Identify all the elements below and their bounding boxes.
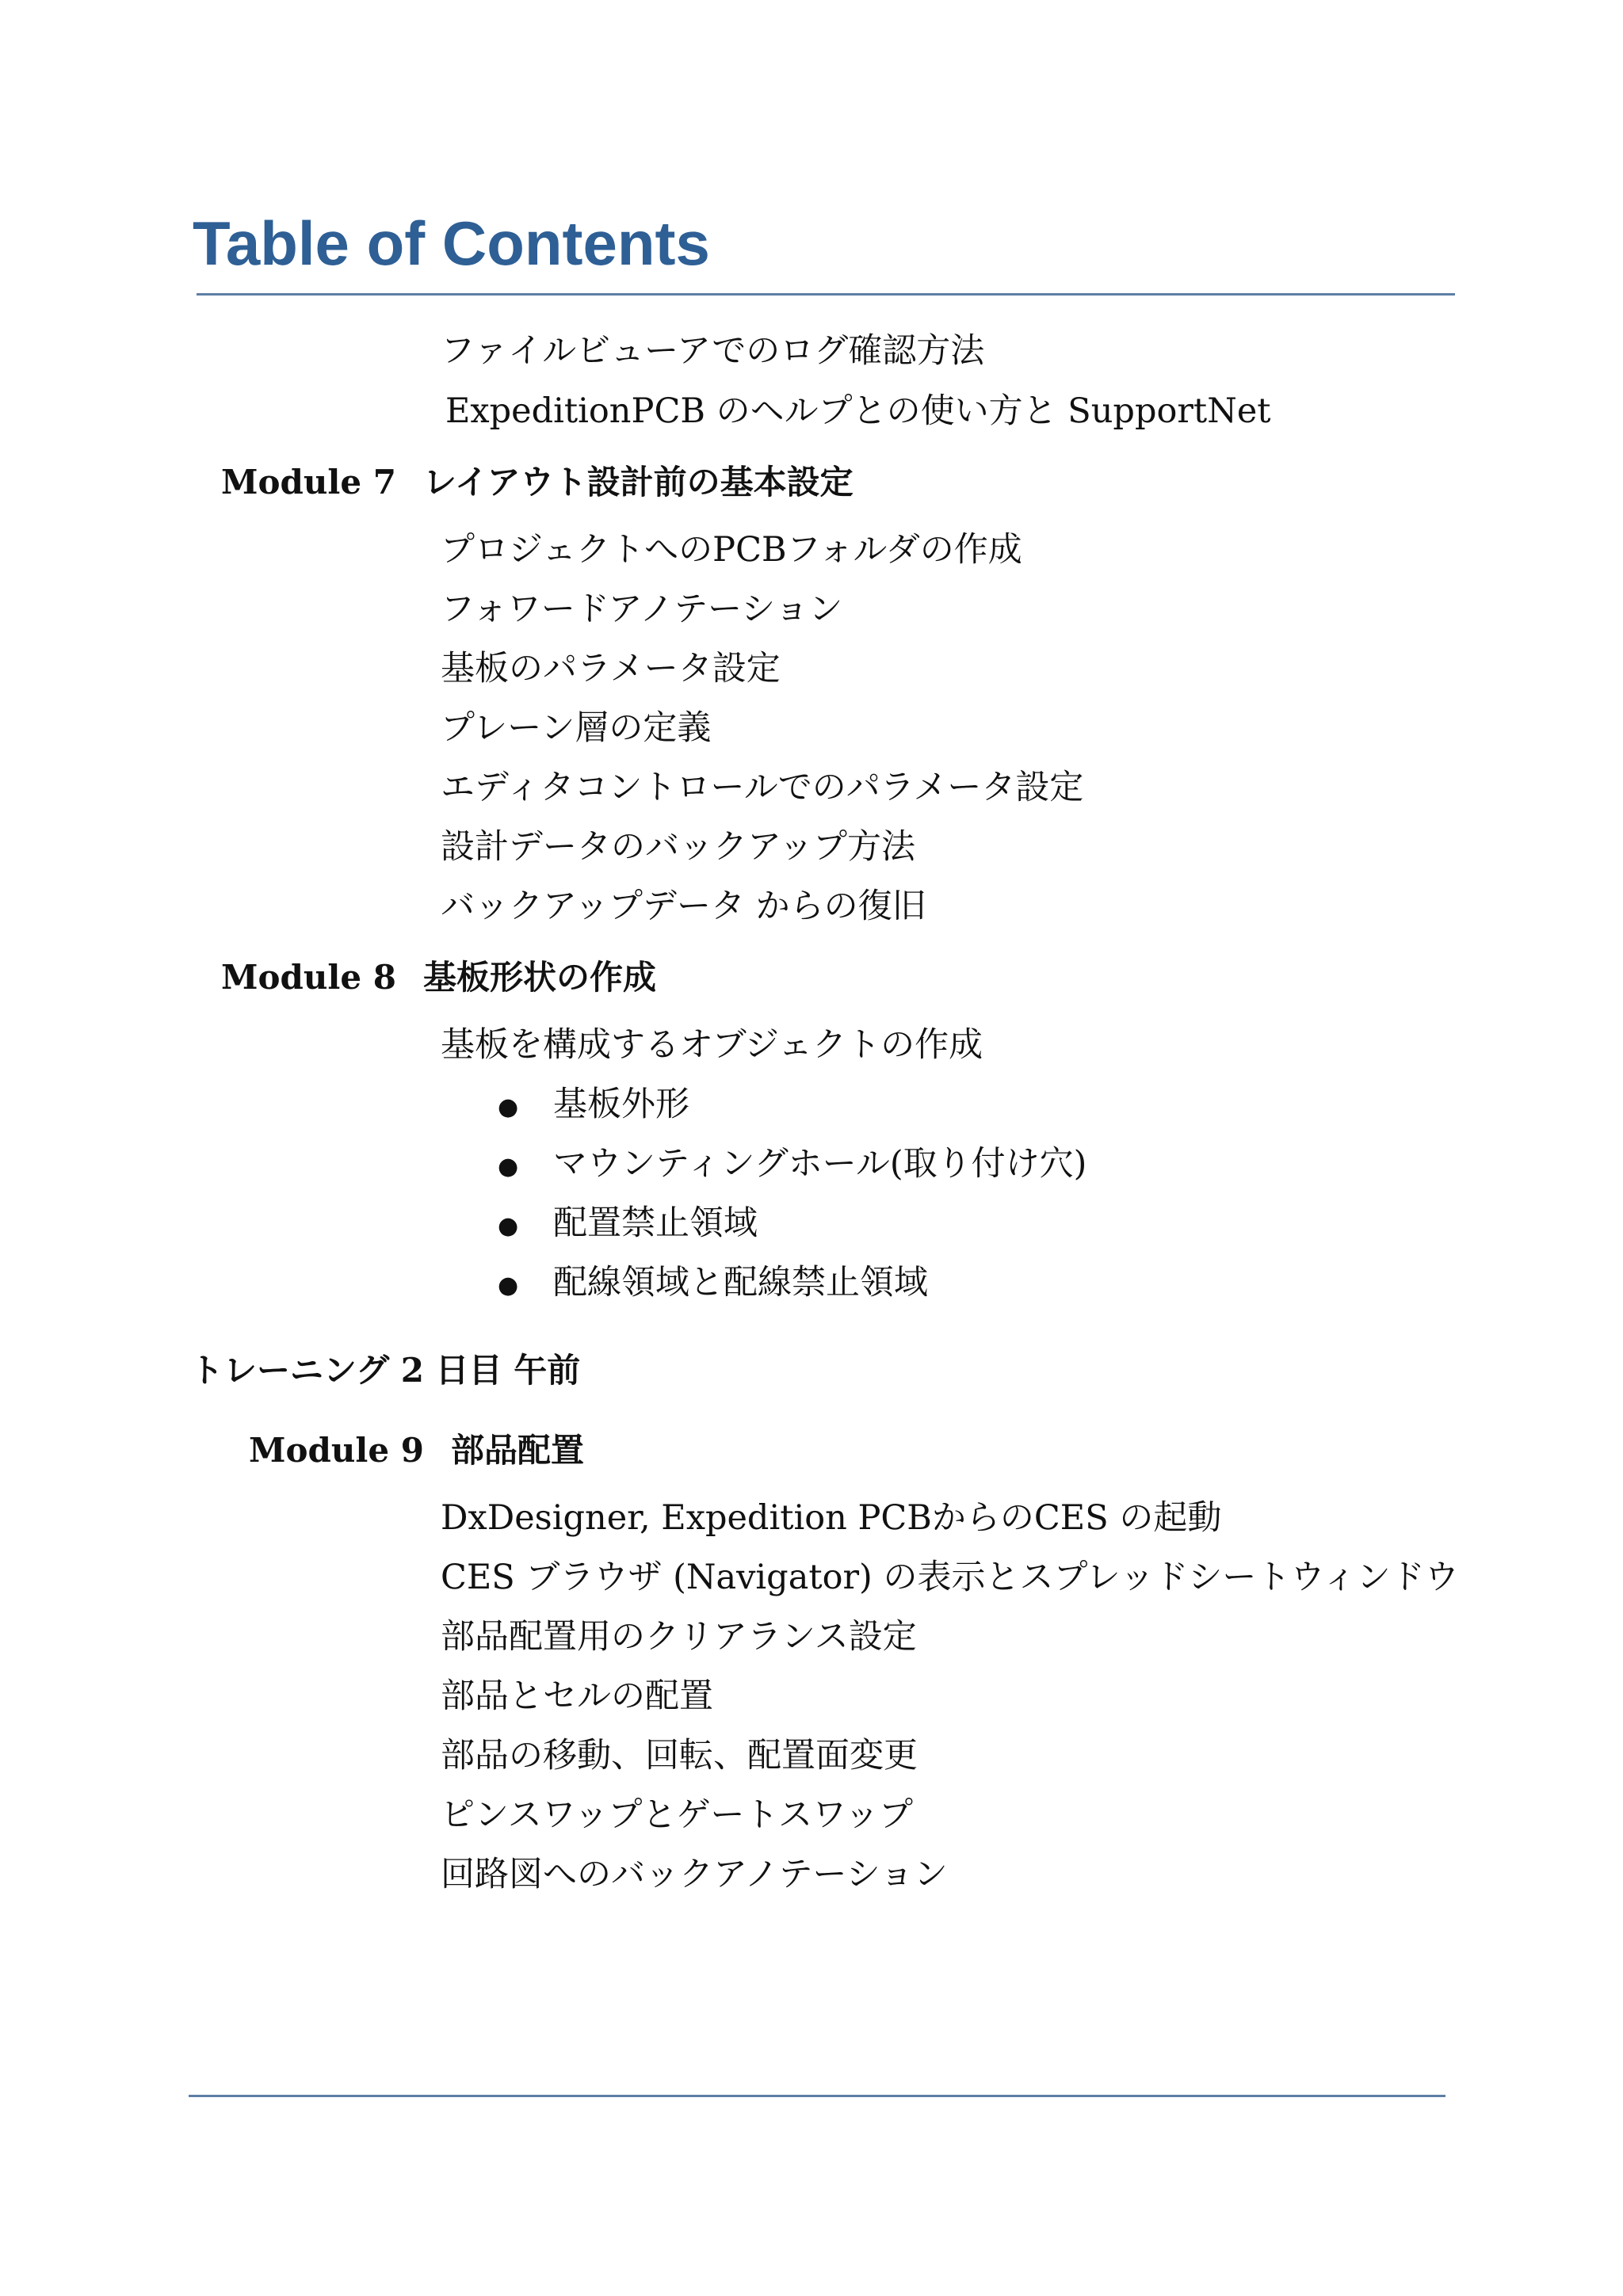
- footer-divider: [189, 2095, 1445, 2097]
- module-title: 基板形状の作成: [422, 958, 656, 997]
- toc-item[interactable]: フォワードアノテーション: [441, 589, 843, 629]
- bullet-icon: ●: [498, 1153, 519, 1180]
- module-7-heading[interactable]: [221, 463, 854, 502]
- module-title: 部品配置: [450, 1431, 584, 1470]
- toc-item[interactable]: ピンスワップとゲートスワップ: [441, 1795, 913, 1835]
- toc-item[interactable]: バックアップデータ からの復旧: [441, 887, 926, 926]
- module-8-heading[interactable]: [221, 958, 656, 997]
- bullet-icon: ●: [498, 1212, 519, 1240]
- toc-item[interactable]: ExpeditionPCB のヘルプとの使い方と SupportNet: [445, 391, 1271, 431]
- toc-item[interactable]: 基板を構成するオブジェクトの作成: [441, 1025, 983, 1065]
- toc-subitem[interactable]: マウンティングホール(取り付け穴): [553, 1144, 1087, 1184]
- toc-subitem[interactable]: 配線領域と配線禁止領域: [553, 1263, 928, 1302]
- toc-item[interactable]: プレーン層の定義: [441, 708, 712, 748]
- toc-item[interactable]: プロジェクトへのPCBフォルダの作成: [441, 530, 1022, 570]
- toc-item[interactable]: 部品とセルの配置: [441, 1676, 713, 1716]
- toc-subitem[interactable]: 基板外形: [553, 1085, 689, 1124]
- module-9-heading[interactable]: [249, 1431, 584, 1470]
- title-divider: [197, 293, 1455, 296]
- toc-item[interactable]: 部品の移動、回転、配置面変更: [441, 1736, 918, 1775]
- toc-item[interactable]: DxDesigner, Expedition PCBからのCES の起動: [441, 1498, 1222, 1538]
- bullet-icon: ●: [498, 1272, 519, 1299]
- toc-item[interactable]: エディタコントロールでのパラメータ設定: [441, 768, 1084, 807]
- toc-item[interactable]: 基板のパラメータ設定: [441, 649, 781, 688]
- toc-item[interactable]: 回路図へのバックアノテーション: [441, 1855, 948, 1894]
- bullet-icon: ●: [498, 1093, 519, 1121]
- section-heading[interactable]: トレーニング 2 日目 午前: [190, 1351, 581, 1390]
- module-title: レイアウト設計前の基本設定: [422, 463, 854, 502]
- toc-item[interactable]: ファイルビューアでのログ確認方法: [441, 331, 985, 371]
- toc-item[interactable]: 部品配置用のクリアランス設定: [441, 1617, 917, 1657]
- module-number: Module 7: [221, 463, 396, 502]
- toc-item[interactable]: CES ブラウザ (Navigator) の表示とスプレッドシートウィンドウ: [441, 1558, 1459, 1597]
- toc-item[interactable]: 設計データのバックアップ方法: [441, 827, 915, 867]
- toc-subitem[interactable]: 配置禁止領域: [553, 1203, 758, 1243]
- module-number: Module 9: [249, 1431, 424, 1470]
- module-number: Module 8: [221, 958, 396, 997]
- page-title: Table of Contents: [193, 208, 710, 278]
